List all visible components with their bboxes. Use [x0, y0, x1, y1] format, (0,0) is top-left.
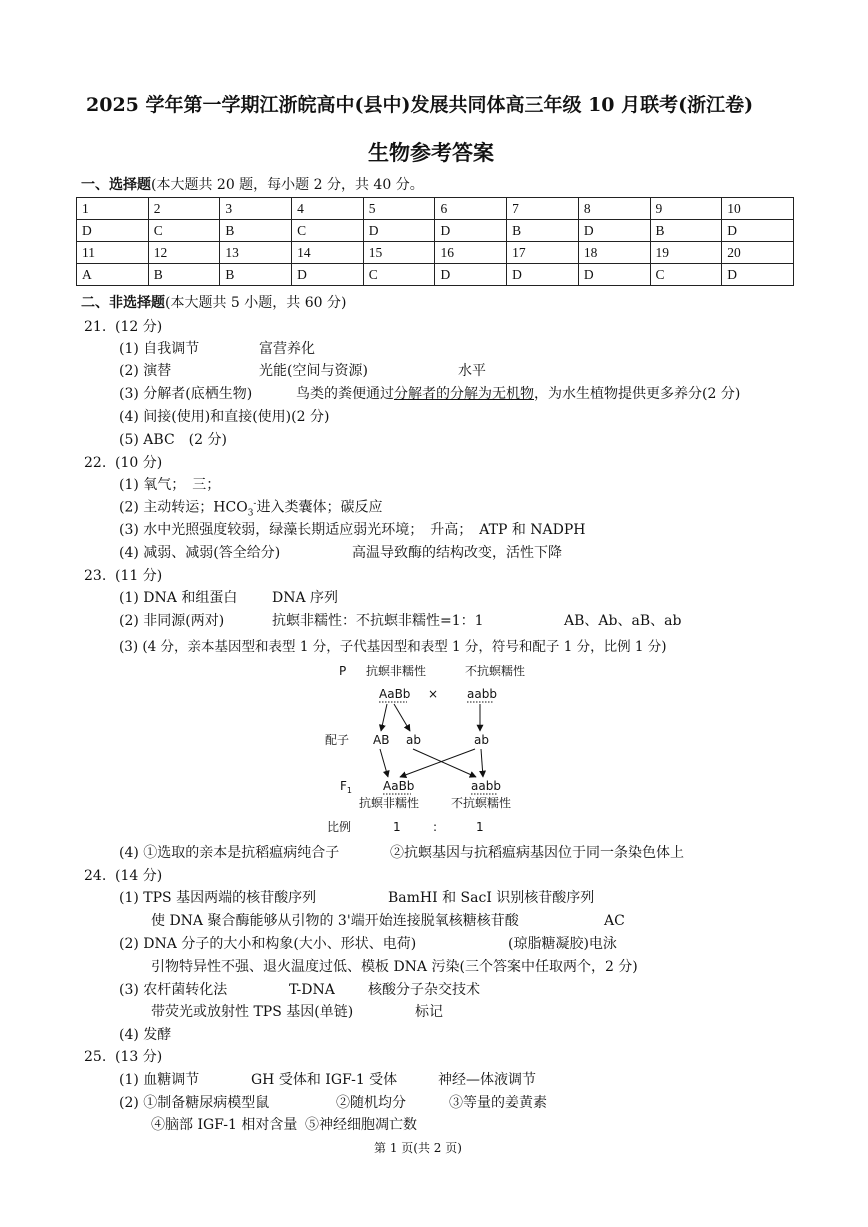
table-cell: C [650, 264, 722, 286]
answer-text: (琼脂糖凝胶)电泳 [508, 936, 617, 952]
question-number: 24. [84, 868, 107, 884]
table-cell: 18 [578, 242, 650, 264]
f1-label: $F_1$ [340, 779, 352, 795]
section-1-note: (本大题共 20 题，每小题 2 分，共 40 分。 [151, 177, 424, 193]
answer-text: (1) 氧气； 三； [119, 477, 221, 493]
ratio-label: 比例 [327, 820, 352, 834]
answer-line [296, 387, 740, 401]
answer-text: (2) 非同源(两对) [119, 613, 225, 629]
answer-text: 高温导致酶的结构改变，活性下降 [352, 545, 562, 561]
answer-text: (1) 自我调节 [119, 341, 200, 357]
table-row [77, 198, 794, 220]
table-cell: 4 [292, 198, 364, 220]
subscript: 3 [247, 508, 254, 519]
parent-label: P [339, 664, 347, 678]
table-cell: 14 [292, 242, 364, 264]
question-number: 21. [84, 319, 107, 335]
answer-text: AB、Ab、aB、ab [564, 613, 682, 629]
answer-text: 核酸分子杂交技术 [368, 982, 480, 998]
parent1-genotype: AaBb [379, 687, 411, 701]
answer-text: 抗螟非糯性：不抗螟非糯性=1：1 [272, 613, 484, 629]
table-cell: 9 [650, 198, 722, 220]
table-cell: D [435, 220, 507, 242]
table-row [77, 242, 794, 264]
question-score: (10 分) [115, 455, 163, 471]
offspring1-phenotype: 抗螟非糯性 [359, 796, 420, 810]
table-cell: 17 [507, 242, 579, 264]
answer-line [119, 500, 382, 518]
answer-text: (3) 分解者(底栖生物) [119, 386, 253, 402]
answer-text: (2) 主动转运；HCO [119, 499, 248, 516]
answer-text: (4) ①选取的亲本是抗稻瘟病纯合子 [119, 845, 340, 861]
section-2-heading [81, 296, 346, 310]
table-cell: 15 [363, 242, 435, 264]
parent1-phenotype: 抗螟非糯性 [366, 664, 427, 678]
answer-text: (2) DNA 分子的大小和构象(大小、形状、电荷) [119, 936, 417, 952]
answer-text: 富营养化 [259, 341, 315, 357]
table-cell: 5 [363, 198, 435, 220]
answer-text: 鸟类的粪便通过 [296, 386, 394, 402]
table-cell: B [148, 264, 220, 286]
table-cell: B [507, 220, 579, 242]
answer-text: (4) 间接(使用)和直接(使用)(2 分) [119, 409, 330, 425]
answer-text: BamHI 和 SacI 识别核苷酸序列 [388, 890, 595, 906]
table-cell: D [578, 264, 650, 286]
answer-text: (2) 演替 [119, 363, 172, 379]
table-cell: A [77, 264, 149, 286]
gamete-ab-parent2: ab [474, 733, 489, 747]
answer-text: 进入类囊体；碳反应 [256, 499, 383, 516]
table-cell: B [220, 220, 292, 242]
section-1-label: 一、选择题 [81, 177, 151, 193]
table-cell: 11 [77, 242, 149, 264]
ratio-value-2: 1 [476, 820, 484, 834]
arrow [400, 749, 475, 777]
table-cell: B [650, 220, 722, 242]
question-score: (12 分) [115, 319, 163, 335]
table-cell: D [435, 264, 507, 286]
answer-text: ②随机均分 [336, 1095, 406, 1111]
arrow [481, 749, 483, 777]
answer-text: 神经—体液调节 [438, 1072, 536, 1088]
arrow [380, 749, 388, 777]
answer-text: 引物特异性不强、退火温度过低、模板 DNA 污染(三个答案中任取两个，2 分) [151, 959, 638, 975]
answer-text: (1) TPS 基因两端的核苷酸序列 [119, 890, 317, 906]
answer-text: 标记 [415, 1004, 443, 1020]
table-cell: 13 [220, 242, 292, 264]
arrow [381, 704, 387, 731]
answer-text: (3) (4 分，亲本基因型和表型 1 分，子代基因型和表型 1 分，符号和配子 1 分，比例 1 分) [119, 639, 667, 655]
table-cell: D [77, 220, 149, 242]
table-cell: 10 [722, 198, 794, 220]
question-score: (14 分) [115, 868, 163, 884]
table-cell: 3 [220, 198, 292, 220]
table-cell: 8 [578, 198, 650, 220]
answer-text: T-DNA [289, 982, 335, 998]
answer-text: ⑤神经细胞凋亡数 [305, 1117, 417, 1133]
table-cell: 19 [650, 242, 722, 264]
offspring2-genotype: aabb [471, 779, 501, 793]
table-cell: D [722, 220, 794, 242]
ratio-colon: : [433, 820, 438, 834]
table-cell: D [578, 220, 650, 242]
arrow [394, 704, 410, 731]
question-score: (11 分) [115, 568, 163, 584]
offspring2-phenotype: 不抗螟糯性 [451, 796, 512, 810]
table-cell: C [363, 264, 435, 286]
question-number: 22. [84, 455, 107, 471]
answer-text: ④脑部 IGF-1 相对含量 [151, 1117, 298, 1133]
answer-text: (1) DNA 和组蛋白 [119, 590, 238, 606]
gamete-ab: ab [406, 733, 421, 747]
question-number: 25. [84, 1049, 107, 1065]
superscript: - [253, 499, 257, 509]
gamete-label: 配子 [325, 733, 350, 747]
table-cell: C [292, 220, 364, 242]
table-cell: 16 [435, 242, 507, 264]
section-2-label: 二、非选择题 [81, 295, 165, 311]
table-cell: C [148, 220, 220, 242]
answer-text: 水平 [458, 363, 486, 379]
answer-table [76, 197, 794, 286]
parent2-phenotype: 不抗螟糯性 [465, 664, 526, 678]
gamete-ab-upper: AB [373, 733, 390, 747]
answer-key-title: 生物参考答案 [368, 141, 494, 165]
table-cell: D [363, 220, 435, 242]
answer-text: (5) ABC (2 分) [119, 432, 227, 448]
section-1-heading [81, 178, 424, 192]
answer-text: DNA 序列 [272, 590, 339, 606]
table-cell: D [507, 264, 579, 286]
answer-text: ③等量的姜黄素 [449, 1095, 547, 1111]
answer-text: (3) 农杆菌转化法 [119, 982, 228, 998]
question-score: (13 分) [115, 1049, 163, 1065]
parent2-genotype: aabb [467, 687, 497, 701]
table-cell: 12 [148, 242, 220, 264]
table-row [77, 264, 794, 286]
answer-text: ②抗螟基因与抗稻瘟病基因位于同一条染色体上 [390, 845, 684, 861]
arrow [413, 749, 476, 777]
cross-symbol: × [428, 687, 439, 701]
question-number: 23. [84, 568, 107, 584]
answer-text: GH 受体和 IGF-1 受体 [251, 1072, 398, 1088]
underlined-text: 分解者的分解为无机物 [394, 386, 534, 402]
answer-text: (4) 减弱、减弱(答全给分) [119, 545, 281, 561]
table-row [77, 220, 794, 242]
table-cell: 1 [77, 198, 149, 220]
ratio-value-1: 1 [393, 820, 401, 834]
answer-text: (1) 血糖调节 [119, 1072, 200, 1088]
table-cell: D [722, 264, 794, 286]
table-cell: 20 [722, 242, 794, 264]
answer-text: ，为水生植物提供更多养分(2 分) [534, 386, 741, 402]
section-2-note: (本大题共 5 小题，共 60 分) [165, 295, 347, 311]
table-cell: 2 [148, 198, 220, 220]
table-cell: D [292, 264, 364, 286]
answer-text: 光能(空间与资源) [259, 363, 368, 379]
page-footer: 第 1 页(共 2 页) [374, 1141, 462, 1155]
answer-text: AC [604, 913, 625, 929]
table-cell: 7 [507, 198, 579, 220]
answer-text: 使 DNA 聚合酶能够从引物的 3'端开始连接脱氧核糖核苷酸 [151, 913, 519, 929]
table-cell: 6 [435, 198, 507, 220]
answer-text: (2) ①制备糖尿病模型鼠 [119, 1095, 270, 1111]
exam-title: 2025 学年第一学期江浙皖高中(县中)发展共同体高三年级 10 月联考(浙江卷) [86, 94, 754, 116]
answer-text: 带荧光或放射性 TPS 基因(单链) [151, 1004, 354, 1020]
offspring1-genotype: AaBb [383, 779, 415, 793]
table-cell: B [220, 264, 292, 286]
answer-text: (3) 水中光照强度较弱，绿藻长期适应弱光环境； 升高； ATP 和 NADPH [119, 522, 586, 538]
answer-text: (4) 发酵 [119, 1027, 172, 1043]
